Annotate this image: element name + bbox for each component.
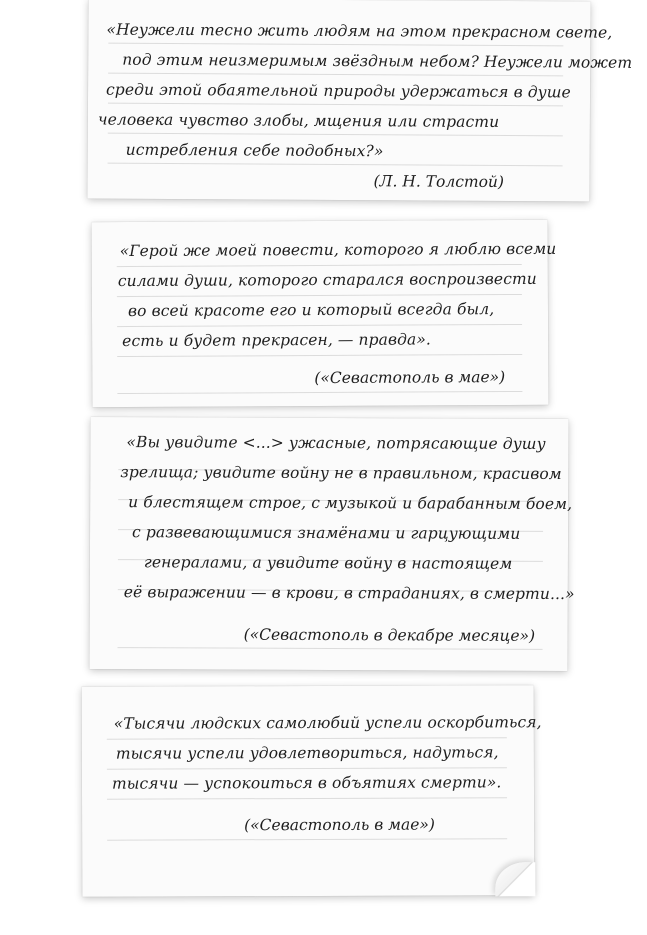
ruled-line <box>108 133 563 137</box>
quote-note-2 <box>92 220 557 407</box>
quote-line: человека чувство злобы, мщения или страсти <box>97 110 500 131</box>
quote-line: среди этой обаятельной природы удержаться в душе <box>106 80 571 102</box>
ruled-line <box>118 647 543 650</box>
quote-line: во всей красоте его и который всегда был, <box>127 300 495 321</box>
quote-line: есть и будет прекрасен, — правда». <box>122 330 431 351</box>
quote-line: с развевающимися знамёнами и гарцующими <box>132 523 521 543</box>
ruled-line <box>117 264 522 267</box>
quote-line: «Тысячи людских самолюбий успели оскорбиться, <box>113 713 542 733</box>
quote-note-3 <box>89 417 575 671</box>
ruled-line <box>108 73 563 77</box>
page-curl <box>495 862 535 896</box>
quote-line: «Неужели тесно жить людям на этом прекрасном свете, <box>106 20 613 42</box>
quote-line: «Герой же моей повести, которого я люблю всеми <box>119 239 557 261</box>
ruled-line <box>117 324 522 327</box>
ruled-line <box>117 294 522 297</box>
ruled-line <box>117 354 522 357</box>
ruled-line <box>108 43 563 47</box>
quote-line: под этим неизмеримым звёздным небом? Неужели может <box>122 50 633 72</box>
quote-source: (Л. Н. Толстой) <box>373 172 505 192</box>
quote-line: тысячи успели удовлетвориться, надуться, <box>115 743 499 763</box>
ruled-line <box>108 163 563 167</box>
ruled-line <box>108 103 563 107</box>
quote-line: зрелища; увидите войну не в правильном, красивом <box>120 463 562 484</box>
quote-line: «Вы увидите <...> ужасные, потрясающие душу <box>126 433 546 453</box>
quote-line: силами души, которого старался воспроизвести <box>117 269 537 291</box>
quote-line: истребления себе подобных?» <box>125 140 384 161</box>
quote-line: тысячи — успокоиться в объятиях смерти». <box>111 773 502 793</box>
quote-source: («Севастополь в мае») <box>314 368 506 388</box>
quote-source: («Севастополь в мае») <box>244 815 435 835</box>
ruled-line <box>107 838 507 840</box>
ruled-line <box>107 797 507 799</box>
quote-line: генералами, а увидите войну в настоящем <box>143 553 513 573</box>
ruled-line <box>107 737 507 739</box>
quote-note-1 <box>87 0 633 202</box>
quote-line: её выражении — в крови, в страданиях, в смерти...» <box>123 583 575 604</box>
quote-line: и блестящем строе, с музыкой и барабанным боем, <box>128 493 573 514</box>
quote-source: («Севастополь в декабре месяце») <box>243 625 536 645</box>
ruled-line <box>117 391 522 394</box>
quote-note-4 <box>82 685 542 897</box>
ruled-line <box>107 767 507 769</box>
